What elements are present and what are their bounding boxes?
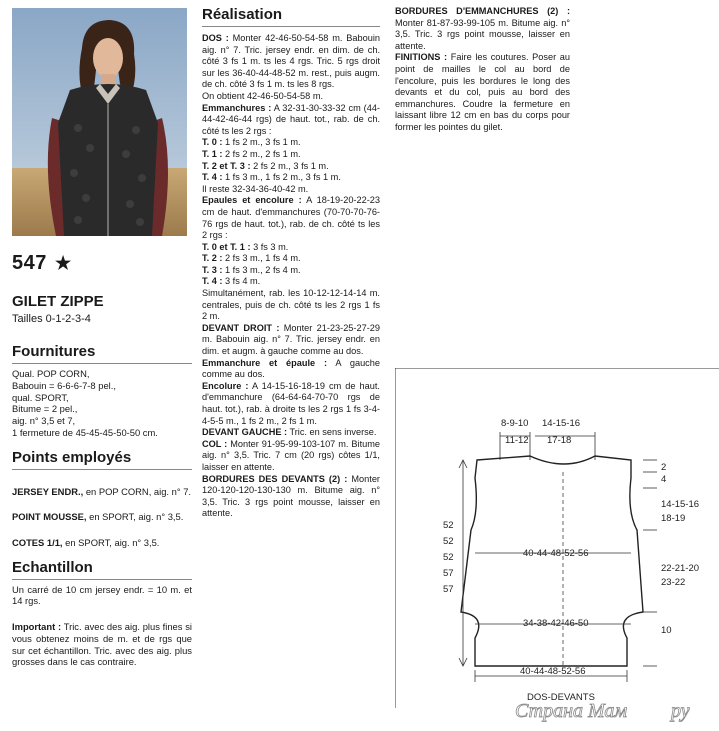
points-item (12, 499, 192, 523)
instruction-line (202, 91, 380, 103)
dim-right-4: 18-19 (661, 513, 686, 524)
points-item-text: en POP CORN, aig. n° 7. (83, 485, 192, 497)
instruction-label: T. 0 et T. 1 : (202, 241, 251, 252)
dim-waist-width: 34-38-42-46-50 (523, 618, 589, 629)
instruction-line (202, 137, 380, 149)
dim-right-2: 4 (661, 474, 667, 485)
instruction-text: 1 fs 3 m., 2 fs 4 m. (222, 264, 301, 275)
instruction-line (202, 288, 380, 323)
instruction-line (202, 474, 380, 520)
instruction-text: Monter 91-95-99-103-107 m. Bitume aig. n° 3,5. Tric. 7 cm (20 rgs) côtes 1/1, laisser en attente. (202, 438, 380, 472)
instruction-line (202, 358, 380, 381)
instruction-label: T. 1 : (202, 148, 223, 159)
instruction-text: Tric. en sens inverse. (287, 427, 377, 438)
garment-outline (461, 456, 643, 666)
schematic-svg (395, 368, 719, 708)
points-item (12, 474, 192, 498)
instruction-line (202, 195, 380, 241)
dim-shoulder-label-2: 11-12 (505, 435, 529, 446)
instruction-line (202, 265, 380, 277)
model-photo (12, 8, 187, 236)
instruction-line (202, 427, 380, 439)
watermark-svg (515, 695, 715, 725)
instruction-text: A 14-15-16-18-19 cm de haut. d'emmanchure (64-64-64-70-70 rgs de haut. tot.), rab. à droite ts les 2 rgs 1 fs 3-4-4-5-5 m., 1 fs 2 m., 2 fs 1 m. (202, 380, 380, 426)
instruction-text: Simultanément, rab. les 10-12-12-14-14 m. centrales, puis de ch. côté ts les 2 rgs 1 fs 2 m. (202, 288, 380, 322)
left-column (12, 252, 192, 678)
dim-shoulder-label-1: 8-9-10 (501, 418, 529, 429)
points-item-text: en SPORT, aig. n° 3,5. (86, 511, 184, 523)
instruction-line (202, 276, 380, 288)
instruction-label: DEVANT GAUCHE : (202, 427, 288, 438)
dim-left-4: 57 (443, 568, 454, 579)
points-item-label: COTES 1/1, (12, 536, 63, 548)
dim-neck-label-2: 17-18 (547, 435, 572, 446)
instruction-text: A gauche comme au dos. (202, 357, 380, 380)
instruction-label: Emmanchures : (202, 102, 272, 113)
instruction-text: 2 fs 2 m., 2 fs 1 m. (222, 148, 301, 159)
fournitures-heading: Fournitures (12, 343, 192, 364)
instruction-label: DOS : (202, 33, 229, 43)
echantillon-section (12, 559, 192, 669)
instruction-text: A 32-31-30-33-32 cm (44-44-42-46-44 rgs) de haut. tot., rab. de ch. côté ts les 2 rgs : (202, 102, 380, 136)
instruction-label: T. 0 : (202, 137, 223, 148)
instruction-text: Monter 42-46-50-54-58 m. Babouin aig. n° 7. Tric. jersey endr. en dim. de ch. côté 3 fs 1 m. ts les 4 rgs. Tric. 5 rgs droit sur les 36-40-44-48-52 m. rest., puis augm. de ch. côté 3 fs 1 m. ts les 8 rgs. (202, 33, 380, 90)
instruction-line (202, 149, 380, 161)
points-section (12, 449, 192, 549)
pattern-sizes: Tailles 0-1-2-3-4 (12, 313, 91, 325)
instruction-line (202, 184, 380, 196)
points-item-label: POINT MOUSSE, (12, 511, 87, 523)
instruction-label: T. 3 : (202, 264, 223, 275)
star-icon: ★ (54, 253, 72, 273)
points-item-label: JERSEY ENDR., (12, 485, 84, 497)
pattern-number-value: 547 (12, 252, 47, 274)
dim-right-1: 2 (661, 462, 667, 473)
fournitures-section (12, 343, 192, 439)
fournitures-text: Qual. POP CORN, Babouin = 6-6-6-7-8 pel., qual. SPORT, Bitume = 2 pel., aig. n° 3,5 et 7, 1 fermeture de 45-45-45-50-50 cm. (12, 368, 158, 438)
instruction-line (395, 6, 570, 52)
instruction-text: 3 fs 3 m. (250, 241, 289, 252)
echantillon-important (12, 609, 192, 668)
instruction-line (202, 381, 380, 427)
points-item (12, 525, 192, 549)
instruction-label: Emmanchure et épaule : (202, 357, 328, 368)
schematic-diagram (395, 368, 719, 708)
instruction-text: 3 fs 4 m. (222, 276, 261, 287)
dim-right-3: 14-15-16 (661, 499, 700, 510)
instruction-label: BORDURES D'EMMANCHURES (2) : (395, 6, 570, 16)
dim-right-7: 10 (661, 625, 672, 636)
watermark-text: Страна Мам (515, 700, 628, 722)
instruction-line (202, 439, 380, 474)
important-text: Tric. avec des aig. plus fines si vous obtenez moins de m. et de rgs que sur cet échantillon. Tric. avec des aig. plus grosses dans le cas contraire. (12, 620, 192, 668)
site-watermark (515, 695, 715, 725)
instruction-text: Monter 81-87-93-99-105 m. Bitume aig. n° 3,5. Tric. 3 rgs point mousse, laisser en attente. (395, 17, 570, 51)
dim-neck-label-1: 14-15-16 (542, 418, 581, 429)
instruction-line (202, 33, 380, 91)
realisation-heading: Réalisation (202, 6, 380, 27)
dim-left-1: 52 (443, 520, 454, 531)
instruction-label: BORDURES DES DEVANTS (2) : (202, 473, 348, 484)
points-heading: Points employés (12, 449, 192, 470)
instruction-text: On obtient 42-46-50-54-58 m. (202, 90, 324, 101)
instruction-text: 2 fs 3 m., 1 fs 4 m. (222, 253, 301, 264)
middle-column (202, 6, 380, 520)
instruction-text: 1 fs 2 m., 3 fs 1 m. (222, 137, 301, 148)
pattern-title: GILET ZIPPE (12, 293, 104, 310)
instruction-label: T. 2 : (202, 253, 223, 264)
instruction-line (202, 103, 380, 138)
instruction-text: Il reste 32-34-36-40-42 m. (202, 183, 309, 194)
instruction-text: 2 fs 2 m., 3 fs 1 m. (250, 160, 329, 171)
dim-left-2: 52 (443, 536, 454, 547)
instruction-label: DEVANT DROIT : (202, 322, 280, 333)
dim-right-6: 23-22 (661, 577, 686, 588)
important-label: Important : (12, 620, 62, 632)
photo-illustration (12, 8, 187, 236)
instruction-line (202, 253, 380, 265)
right-column (395, 6, 570, 134)
instruction-line (202, 242, 380, 254)
watermark-suffix: ру (671, 700, 690, 722)
diagram-caption: DOS-DEVANTS (527, 692, 595, 703)
instruction-text: Monter 120-120-120-130-130 m. Bitume aig. n° 3,5. Tric. 3 rgs point mousse, laisser en attente. (202, 473, 380, 519)
instruction-text: Faire les coutures. Poser au point de mailles le col au bord de l'encolure, puis les bordures le long des devants et du col, puis au bord des emmanchures. Coudre la fermeture en laissant libre 12 cm en bas du corps pour former les pointes du gilet. (395, 52, 570, 132)
instruction-text: 1 fs 3 m., 1 fs 2 m., 3 fs 1 m. (222, 172, 341, 183)
dim-left-3: 52 (443, 552, 454, 563)
instruction-line (202, 172, 380, 184)
dim-left-5: 57 (443, 584, 454, 595)
instruction-line (202, 161, 380, 173)
instruction-label: T. 2 et T. 3 : (202, 160, 251, 171)
instruction-text: A 18-19-20-22-23 cm de haut. d'emmanchures (70-70-70-76-76 rgs de haut. tot.), rab. de ch. côté ts les 2 rgs : (202, 195, 380, 241)
instruction-label: Encolure : (202, 380, 249, 391)
instruction-label: FINITIONS : (395, 52, 448, 63)
echantillon-text: Un carré de 10 cm jersey endr. = 10 m. et 14 rgs. (12, 583, 192, 607)
instruction-label: COL : (202, 438, 228, 449)
pattern-number (12, 252, 192, 275)
instruction-line (395, 52, 570, 133)
points-item-text: en SPORT, aig. n° 3,5. (62, 536, 160, 548)
dim-bottom-width: 40-44-48-52-56 (520, 666, 586, 677)
instruction-line (202, 323, 380, 358)
instruction-label: Epaules et encolure : (202, 195, 302, 206)
instruction-text: Monter 21-23-25-27-29 m. Babouin aig. n° 7. Tric. jersey endr. en dim. et augm. à gauche comme au dos. (202, 322, 380, 357)
instruction-label: T. 4 : (202, 276, 223, 287)
instruction-label: T. 4 : (202, 172, 223, 183)
dim-chest-width: 40-44-48-52-56 (523, 548, 589, 559)
echantillon-heading: Echantillon (12, 559, 192, 580)
dim-right-5: 22-21-20 (661, 563, 700, 574)
